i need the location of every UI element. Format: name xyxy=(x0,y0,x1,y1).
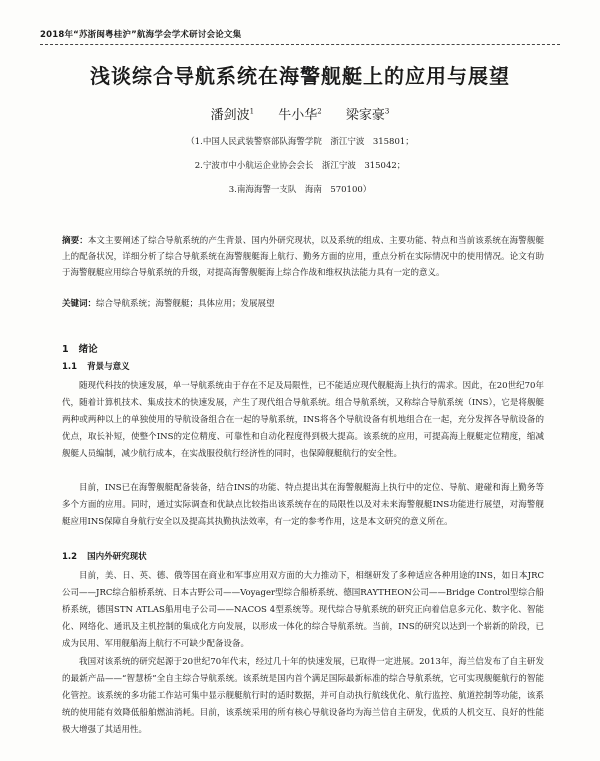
header-rule xyxy=(40,44,560,45)
abstract-text: 本文主要阐述了综合导航系统的产生背景、国内外研究现状，以及系统的组成、主要功能、特点和当前该系统在海警舰艇上的配备状况，详细分析了综合导航系统在海警舰艇海上航行、勤务方面的应用，重点分析在实际情况中的使用情况。论文有助于海警舰艇应用综合导航系统的升级，对提高海警舰艇海上综合作战和维权执法能力具有一定的意义。 xyxy=(62,236,544,278)
author: 潘剑波$^1$ xyxy=(210,107,255,123)
abstract xyxy=(62,233,544,281)
body-paragraph: 目前，美、日、英、德、俄等国在商业和军事应用双方面的大力推动下，相继研发了多种适应各种用途的INS，如日本JRC公司——JRC综合船桥系统、日本古野公司——Voyager型综合船桥系统、德国RAYTHEON公司——Bridge Control型综合船桥系统，德国STN ATLAS船用电子公司——NACOS 4型系统等。现代综合导航系统的研究正向着信息多元化、数字化、智能化、网络化、通讯及主机控制的集成化方向发展，以形成一体化的综合导航系统。当前，INS的研究以达到一个崭新的阶段，已成为民用、军用舰船海上航行不可缺少配备设备。 xyxy=(62,571,544,649)
subsection-heading: 1.1 背景与意义 xyxy=(62,362,130,372)
body-paragraph: 随现代科技的快速发展，单一导航系统由于存在不足及局限性，已不能适应现代舰艇海上执行的需求。因此，在20世纪70年代，随着计算机技术、集成技术的快速发展，产生了现代组合导航系统。组合导航系统，又称综合导航系统（INS），它是将舰艇两种或两种以上的单独使用的导航设备组合在一起的导航系统，INS将各个导航设备有机地组合在一起，充分发挥各导航设备的优点，取长补短，使整个INS的定位精度、可靠性和自动化程度得到极大提高。该系统的应用，可提高海上舰艇定位精度，缩减舰艇人员编制，减少航行成本，在实战服役航行经济性的同时，也保障舰艇航行的安全性。 xyxy=(62,381,544,459)
subsection-heading: 1.2 国内外研究现状 xyxy=(62,552,147,562)
keywords-label: 关键词： xyxy=(62,299,97,309)
author-list xyxy=(0,104,600,123)
body-paragraph: 目前，INS已在海警舰艇配备装备，结合INS的功能、特点提出其在海警舰艇海上执行中的定位、导航、避碰和海上勤务等多个方面的应用。同时，通过实际调查和优缺点比较指出该系统存在的局限性以及对未来海警舰艇INS功能进行展望，对海警舰艇应用INS保障自身航行安全以及提高其执勤执法效率，有一定的参考作用，这是本文研究的意义所在。 xyxy=(62,483,544,527)
author: 梁家豪$^3$ xyxy=(345,107,390,123)
affiliation: 3.南海海警一支队 海南 570100） xyxy=(228,185,372,195)
body-paragraph: 我国对该系统的研究起源于20世纪70年代末，经过几十年的快速发展，已取得一定进展。2013年，海兰信发布了自主研发的最新产品——“智慧桥”全自主综合导航系统。该系统是国内首个满足国际最新标准的综合导航系统，它可实现舰艇航行的智能化管控。该系统的多功能工作站可集中显示舰艇航行时的适时数据，并可自动执行航线优化、航行监控、航道控制等功能，该系统的使用能有效降低船舶燃油消耗。目前，该系统采用的所有核心导航设备均为海兰信自主研发，优质的人机交互、良好的性能极大增强了其适用性。 xyxy=(62,657,544,735)
keywords xyxy=(62,297,544,309)
author: 牛小华$^2$ xyxy=(278,107,322,123)
running-head: 2018年“苏浙闽粤桂沪”航海学会学术研讨会论文集 xyxy=(40,30,242,40)
section-heading: 1 绪论 xyxy=(62,344,98,355)
paper-title: 浅谈综合导航系统在海警舰艇上的应用与展望 xyxy=(90,64,510,88)
affiliation: 2.宁波市中小航运企业协会会长 浙江宁波 315042； xyxy=(194,161,406,171)
abstract-label: 摘要： xyxy=(62,236,88,246)
affiliation: （1.中国人民武装警察部队海警学院 浙江宁波 315801； xyxy=(186,137,414,147)
keywords-text: 综合导航系统；海警舰艇；具体应用；发展展望 xyxy=(96,299,275,309)
